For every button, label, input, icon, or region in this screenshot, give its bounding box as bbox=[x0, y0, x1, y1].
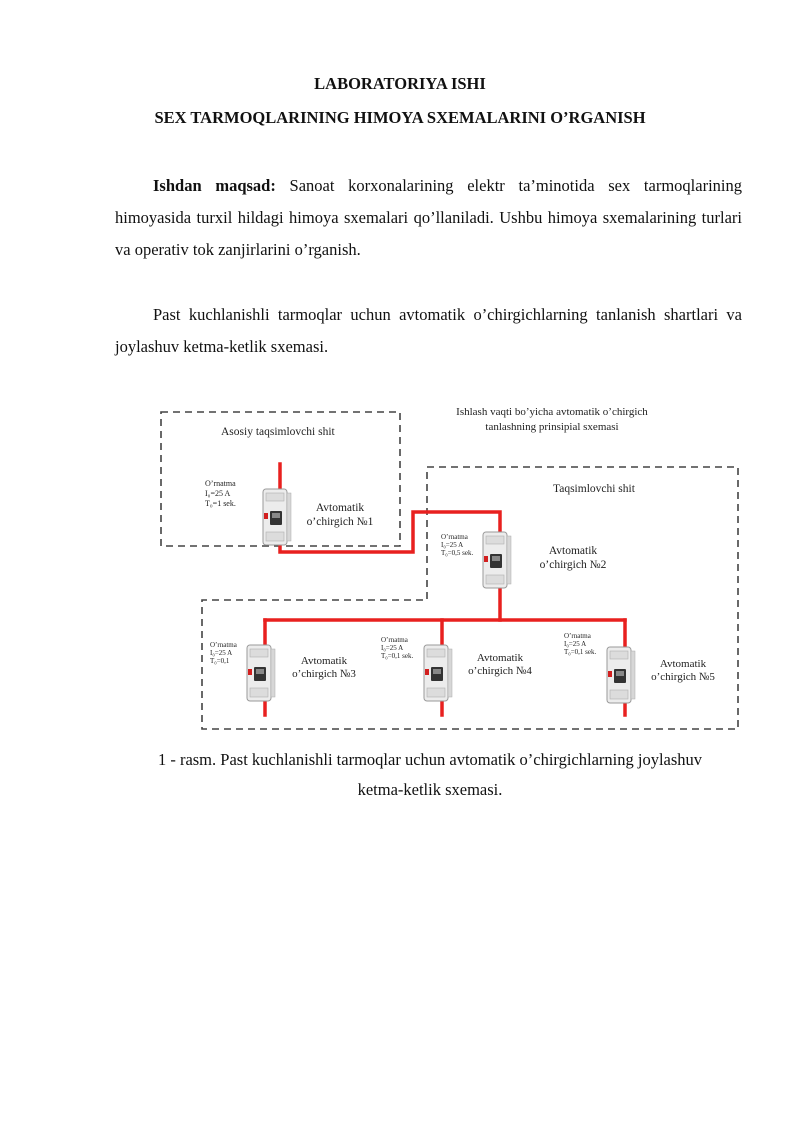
breaker-4-setting-1: O’rnatma bbox=[381, 636, 408, 644]
breaker-5-label-2: o’chirgich №5 bbox=[651, 671, 715, 683]
breaker-5-setting-2: I₀=25 A bbox=[564, 640, 587, 648]
intro-paragraph: Past kuchlanishli tarmoqlar uchun avtomatik o’chirgichlarning tanlanish shartlari va joylashuv ketma-ketlik sxemasi. bbox=[115, 305, 742, 356]
figure-caption bbox=[100, 745, 760, 805]
breaker-4-label-1: Avtomatik bbox=[476, 652, 524, 664]
breaker-3-label-1: Avtomatik bbox=[300, 655, 348, 667]
breaker-3-setting-1: O’rnatma bbox=[210, 641, 237, 649]
breaker-scheme-diagram bbox=[155, 390, 745, 735]
breaker-1-label-2: o’chirgich №1 bbox=[306, 516, 374, 528]
purpose-label: Ishdan maqsad: bbox=[153, 176, 276, 195]
breaker-3-setting-3: T₀=0,1 bbox=[210, 657, 230, 665]
scheme-title-line1: Ishlash vaqti bo’yicha avtomatik o’chirgich bbox=[456, 406, 648, 418]
caption-line-1: 1 - rasm. Past kuchlanishli tarmoqlar uchun avtomatik o’chirgichlarning joylashuv bbox=[157, 750, 703, 769]
breaker-3-label-2: o’chirgich №3 bbox=[292, 668, 356, 680]
main-panel-title: Asosiy taqsimlovchi shit bbox=[221, 426, 335, 438]
breaker-3-setting-2: I₀=25 A bbox=[210, 649, 233, 657]
breaker-5-label-1: Avtomatik bbox=[659, 658, 707, 670]
breaker-2-setting-1: O’rnatma bbox=[441, 533, 468, 541]
caption-line-2: ketma-ketlik sxemasi. bbox=[357, 780, 503, 799]
breaker-1-setting-1: O’rnatma bbox=[205, 479, 236, 488]
breaker-4-icon bbox=[424, 645, 452, 701]
purpose-text: Sanoat korxonalarining elektr ta’minotida sex tarmoqlarining himoyasida turxil hildagi himoya sxemalari qo’llaniladi. Ushbu himoya sxemalarining turlari va operativ tok zanjirlarini o’rganish. bbox=[115, 176, 742, 259]
breaker-1-icon bbox=[263, 489, 291, 545]
document-title: LABORATORIYA ISHI bbox=[314, 74, 486, 93]
feed-wire bbox=[280, 464, 500, 620]
breaker-1-setting-2: I₀=25 A bbox=[205, 489, 231, 498]
breaker-5-setting-1: O’rnatma bbox=[564, 632, 591, 640]
breaker-5-setting-3: T₀=0,1 sek. bbox=[564, 648, 597, 656]
breaker-4-setting-3: T₀=0,1 sek. bbox=[381, 652, 414, 660]
scheme-title-line2: tanlashning prinsipial sxemasi bbox=[485, 421, 619, 433]
breaker-1-label-1: Avtomatik bbox=[315, 502, 365, 514]
breaker-2-label-1: Avtomatik bbox=[548, 545, 598, 557]
breaker-2-setting-2: I₀=25 A bbox=[441, 541, 464, 549]
breaker-2-setting-3: T₀=0,5 sek. bbox=[441, 549, 474, 557]
breaker-2-icon bbox=[483, 532, 511, 588]
document-subtitle: SEX TARMOQLARINING HIMOYA SXEMALARINI O’RGANISH bbox=[154, 108, 646, 127]
breaker-1-setting-3: T₀=1 sek. bbox=[205, 499, 236, 508]
breaker-5-icon bbox=[607, 647, 635, 703]
breaker-2-label-2: o’chirgich №2 bbox=[539, 559, 607, 571]
purpose-paragraph bbox=[115, 170, 742, 266]
distribution-panel-title: Taqsimlovchi shit bbox=[553, 483, 635, 495]
breaker-4-setting-2: I₀=25 A bbox=[381, 644, 404, 652]
breaker-3-icon bbox=[247, 645, 275, 701]
breaker-4-label-2: o’chirgich №4 bbox=[468, 665, 532, 677]
